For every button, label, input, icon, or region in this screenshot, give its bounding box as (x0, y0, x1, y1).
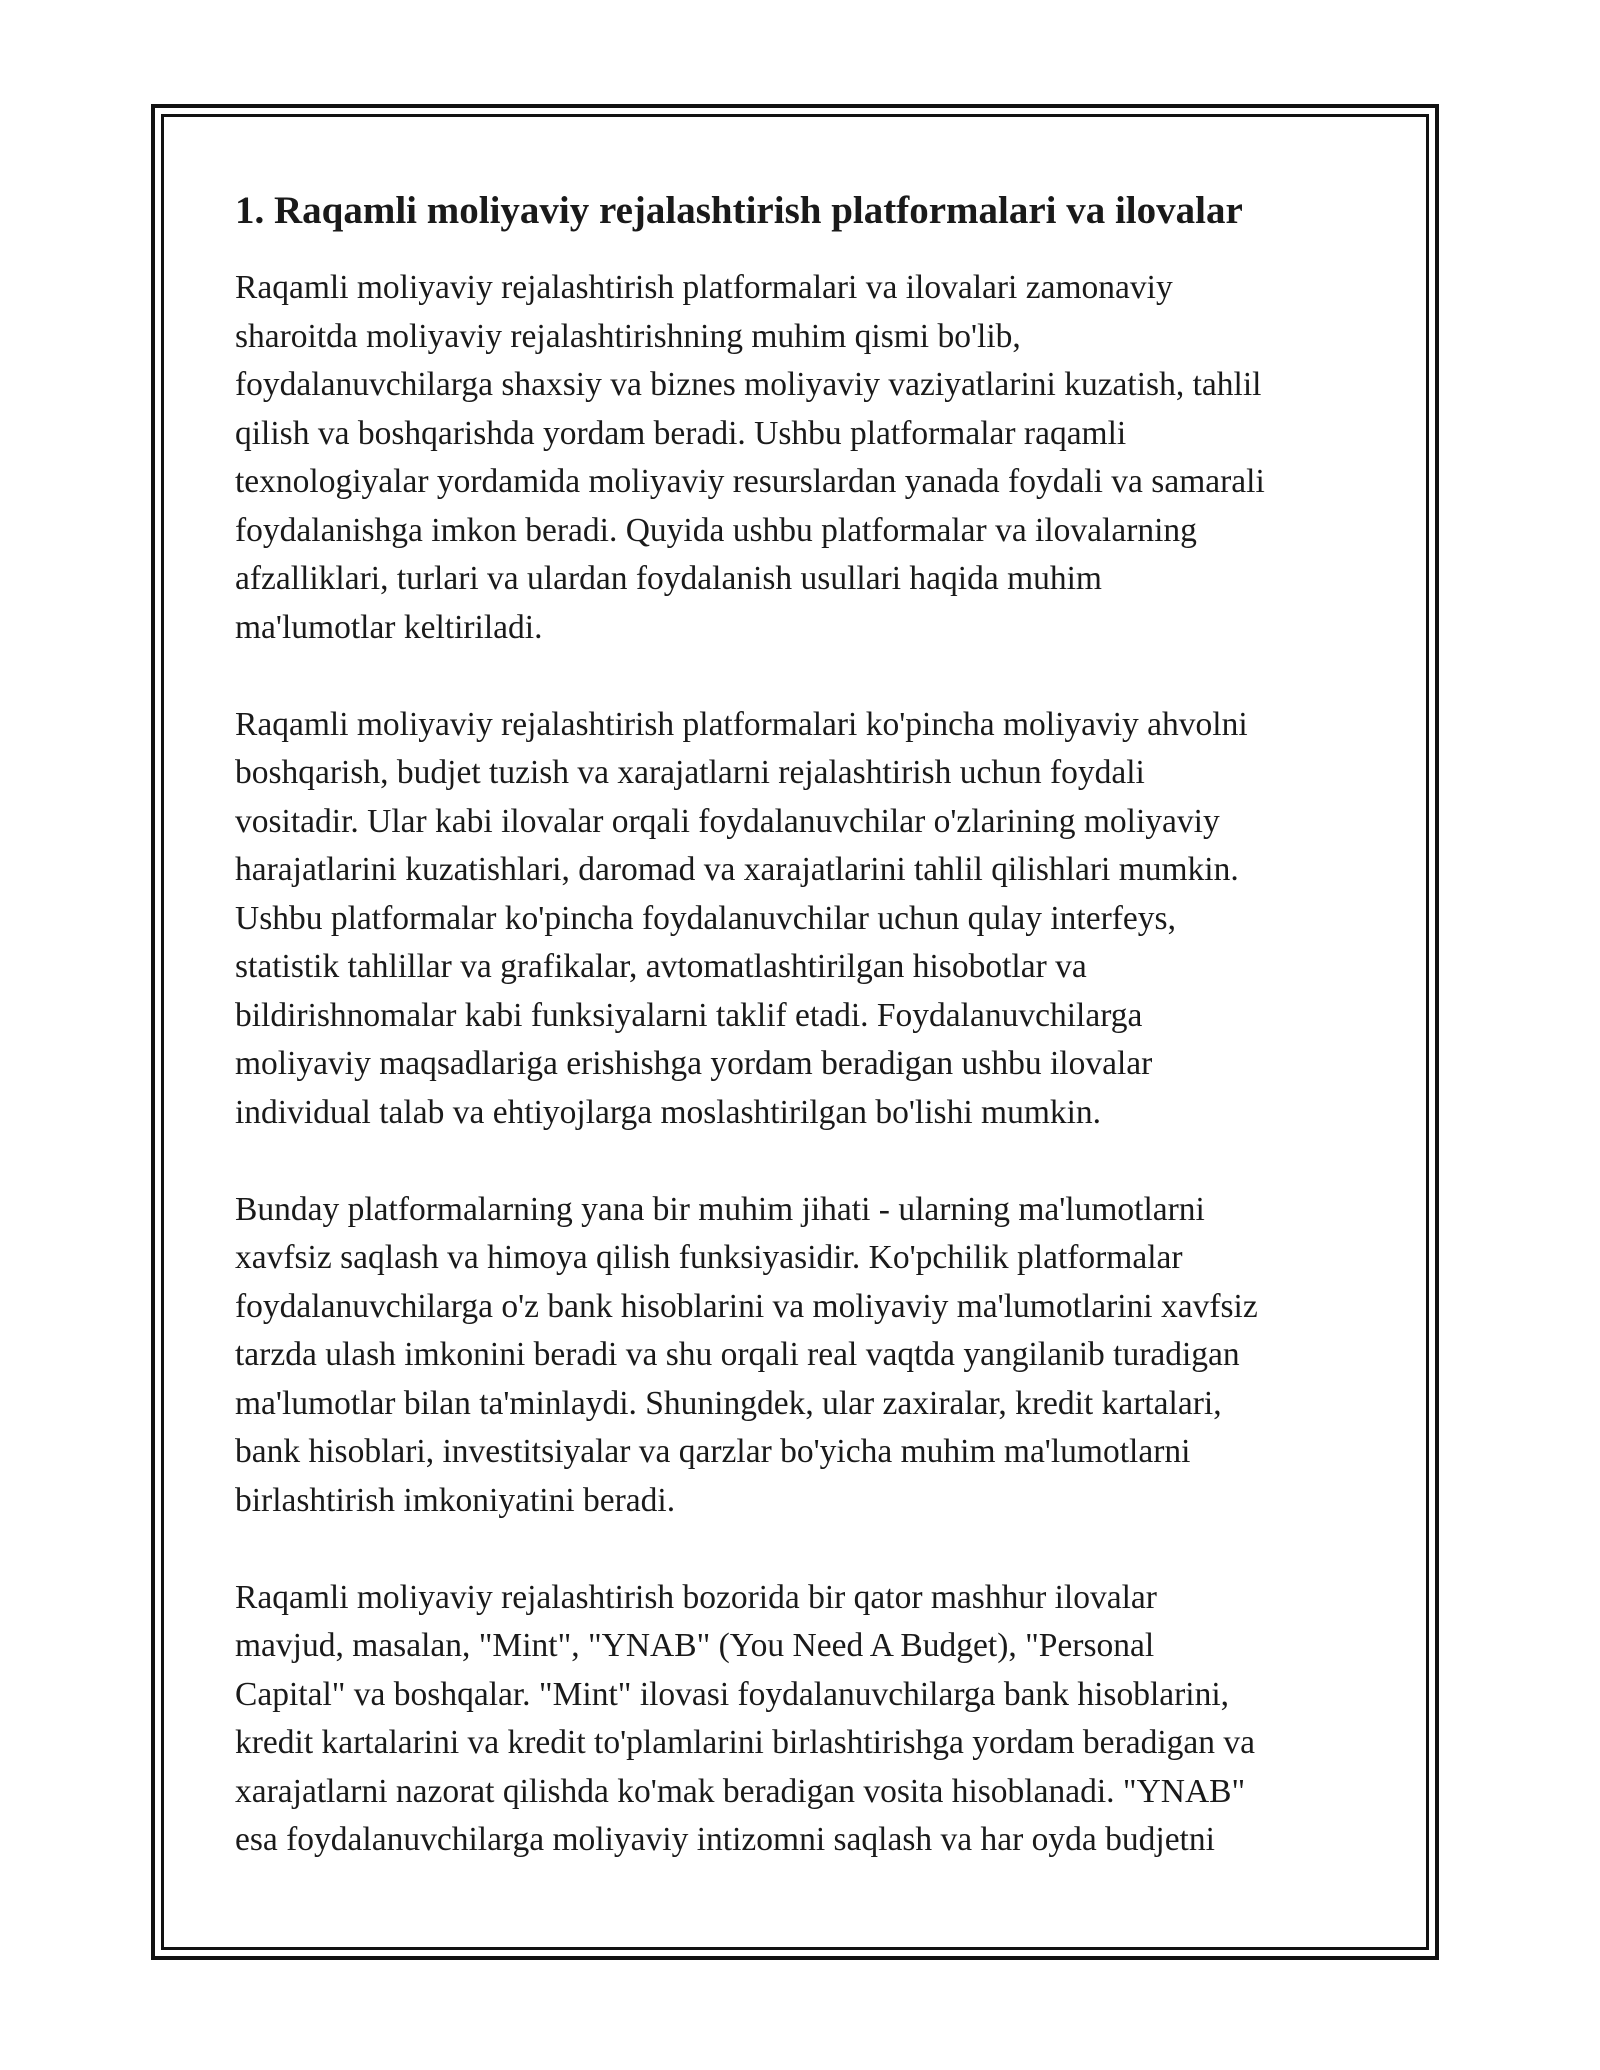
text-line: ma'lumotlar keltiriladi. (235, 608, 543, 646)
text-line: vositadir. Ular kabi ilovalar orqali foydalanuvchilar o'zlarining moliyaviy (235, 802, 1220, 840)
text-line: harajatlarini kuzatishlari, daromad va xarajatlarini tahlil qilishlari mumkin. (235, 851, 1239, 888)
text-line: ma'lumotlar bilan ta'minlaydi. Shuningdek, ular zaxiralar, kredit kartalari, (235, 1384, 1222, 1422)
text-line: moliyaviy maqsadlariga erishishga yordam beradigan ushbu ilovalar (235, 1045, 1153, 1082)
text-line: Bunday platformalarning yana bir muhim jihati - ularning ma'lumotlarni (235, 1190, 1205, 1228)
text-line: Raqamli moliyaviy rejalashtirish platformalari va ilovalari zamonaviy (235, 269, 1173, 306)
paragraph-1 (235, 264, 1370, 652)
text-line: tarzda ulash imkonini beradi va shu orqali real vaqtda yangilanib turadigan (235, 1336, 1240, 1373)
text-line: Capital" va boshqalar. "Mint" ilovasi foydalanuvchilarga bank hisoblarini, (235, 1675, 1230, 1713)
text-line: Raqamli moliyaviy rejalashtirish platformalari ko'pincha moliyaviy ahvolni (235, 705, 1248, 743)
text-line: foydalanuvchilarga shaxsiy va biznes moliyaviy vaziyatlarini kuzatish, tahlil (235, 366, 1262, 403)
text-line: mavjud, masalan, "Mint", "YNAB" (You Need A Budget), "Personal (235, 1627, 1155, 1664)
text-line: qilish va boshqarishda yordam beradi. Ushbu platformalar raqamli (235, 414, 1127, 452)
paragraph-3 (235, 1186, 1370, 1526)
text-line: foydalanuvchilarga o'z bank hisoblarini va moliyaviy ma'lumotlarini xavfsiz (235, 1287, 1258, 1325)
text-line: afzalliklari, turlari va ulardan foydalanish usullari haqida muhim (235, 560, 1102, 597)
text-line: birlashtirish imkoniyatini beradi. (235, 1481, 676, 1519)
text-line: individual talab va ehtiyojlarga moslashtirilgan bo'lishi mumkin. (235, 1093, 1102, 1131)
section-title: 1. Raqamli moliyaviy rejalashtirish platformalari va ilovalar (235, 189, 1243, 232)
text-line: xarajatlarni nazorat qilishda ko'mak beradigan vosita hisoblanadi. "YNAB" (235, 1772, 1246, 1810)
paragraph-4 (235, 1574, 1370, 1865)
text-line: bildirishnomalar kabi funksiyalarni taklif etadi. Foydalanuvchilarga (235, 996, 1143, 1034)
text-line: Raqamli moliyaviy rejalashtirish bozorida bir qator mashhur ilovalar (235, 1578, 1157, 1616)
text-line: kredit kartalarini va kredit to'plamlarini birlashtirishga yordam beradigan va (235, 1724, 1255, 1761)
text-line: xavfsiz saqlash va himoya qilish funksiyasidir. Ko'pchilik platformalar (235, 1239, 1183, 1276)
document-body (235, 186, 1370, 1913)
text-line: boshqarish, budjet tuzish va xarajatlarni rejalashtirish uchun foydali (235, 754, 1145, 791)
text-line: texnologiyalar yordamida moliyaviy resurslardan yanada foydali va samarali (235, 463, 1265, 500)
paragraph-2 (235, 701, 1370, 1138)
text-line: esa foydalanuvchilarga moliyaviy intizomni saqlash va har oyda budjetni (235, 1821, 1215, 1858)
text-line: statistik tahlillar va grafikalar, avtomatlashtirilgan hisobotlar va (235, 948, 1087, 985)
text-line: bank hisoblari, investitsiyalar va qarzlar bo'yicha muhim ma'lumotlarni (235, 1433, 1191, 1470)
text-line: foydalanishga imkon beradi. Quyida ushbu platformalar va ilovalarning (235, 511, 1197, 549)
text-line: Ushbu platformalar ko'pincha foydalanuvchilar uchun qulay interfeys, (235, 899, 1176, 937)
text-line: sharoitda moliyaviy rejalashtirishning muhim qismi bo'lib, (235, 317, 1021, 355)
